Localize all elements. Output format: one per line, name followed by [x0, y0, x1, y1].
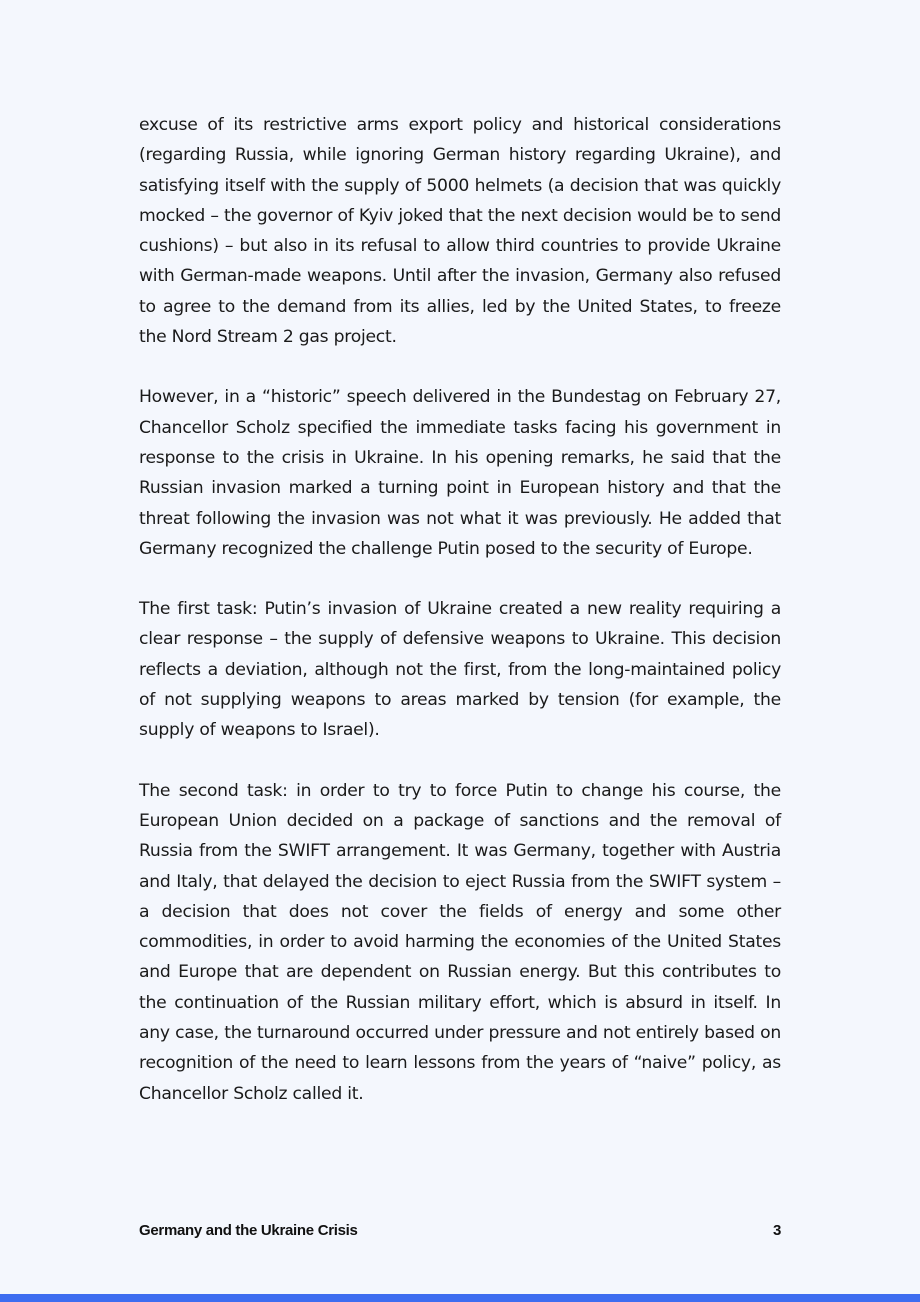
footer-title: Germany and the Ukraine Crisis	[139, 1222, 358, 1239]
paragraph-1: excuse of its restrictive arms export policy and historical considerations (regarding Russia, while ignoring German history regarding Ukraine), and satisfying itself with the supply of 5000 helmets (a decision that was quickly mocked – the governor of Kyiv joked that the next decision would be to send cushions) – but also in its refusal to allow third countries to provide Ukraine with German-made weapons. Until after the invasion, Germany also refused to agree to the demand from its allies, led by the United States, to freeze the Nord Stream 2 gas project.	[139, 115, 781, 348]
paragraph-4: The second task: in order to try to force Putin to change his course, the European Union decided on a package of sanctions and the removal of Russia from the SWIFT arrangement. It was Germany, together with Austria and Italy, that delayed the decision to eject Russia from the SWIFT system – a decision that does not cover the fields of energy and some other commodities, in order to avoid harming the economies of the United States and Europe that are dependent on Russian energy. But this contributes to the continuation of the Russian military effort, which is absurd in itself. In any case, the turnaround occurred under pressure and not entirely based on recognition of the need to learn lessons from the years of “naive” policy, as Chancellor Scholz called it.	[139, 780, 781, 1104]
document-body	[139, 110, 781, 1139]
paragraph-3: The first task: Putin’s invasion of Ukraine created a new reality requiring a clear response – the supply of defensive weapons to Ukraine. This decision reflects a deviation, although not the first, from the long-maintained policy of not supplying weapons to areas marked by tension (for example, the supply of weapons to Israel).	[139, 599, 781, 741]
bottom-accent-bar	[0, 1294, 920, 1302]
page-number: 3	[772, 1222, 781, 1239]
page-footer	[139, 1222, 781, 1239]
paragraph-2: However, in a “historic” speech delivered in the Bundestag on February 27, Chancellor Scholz specified the immediate tasks facing his government in response to the crisis in Ukraine. In his opening remarks, he said that the Russian invasion marked a turning point in European history and that the threat following the invasion was not what it was previously. He added that Germany recognized the challenge Putin posed to the security of Europe.	[139, 387, 781, 559]
